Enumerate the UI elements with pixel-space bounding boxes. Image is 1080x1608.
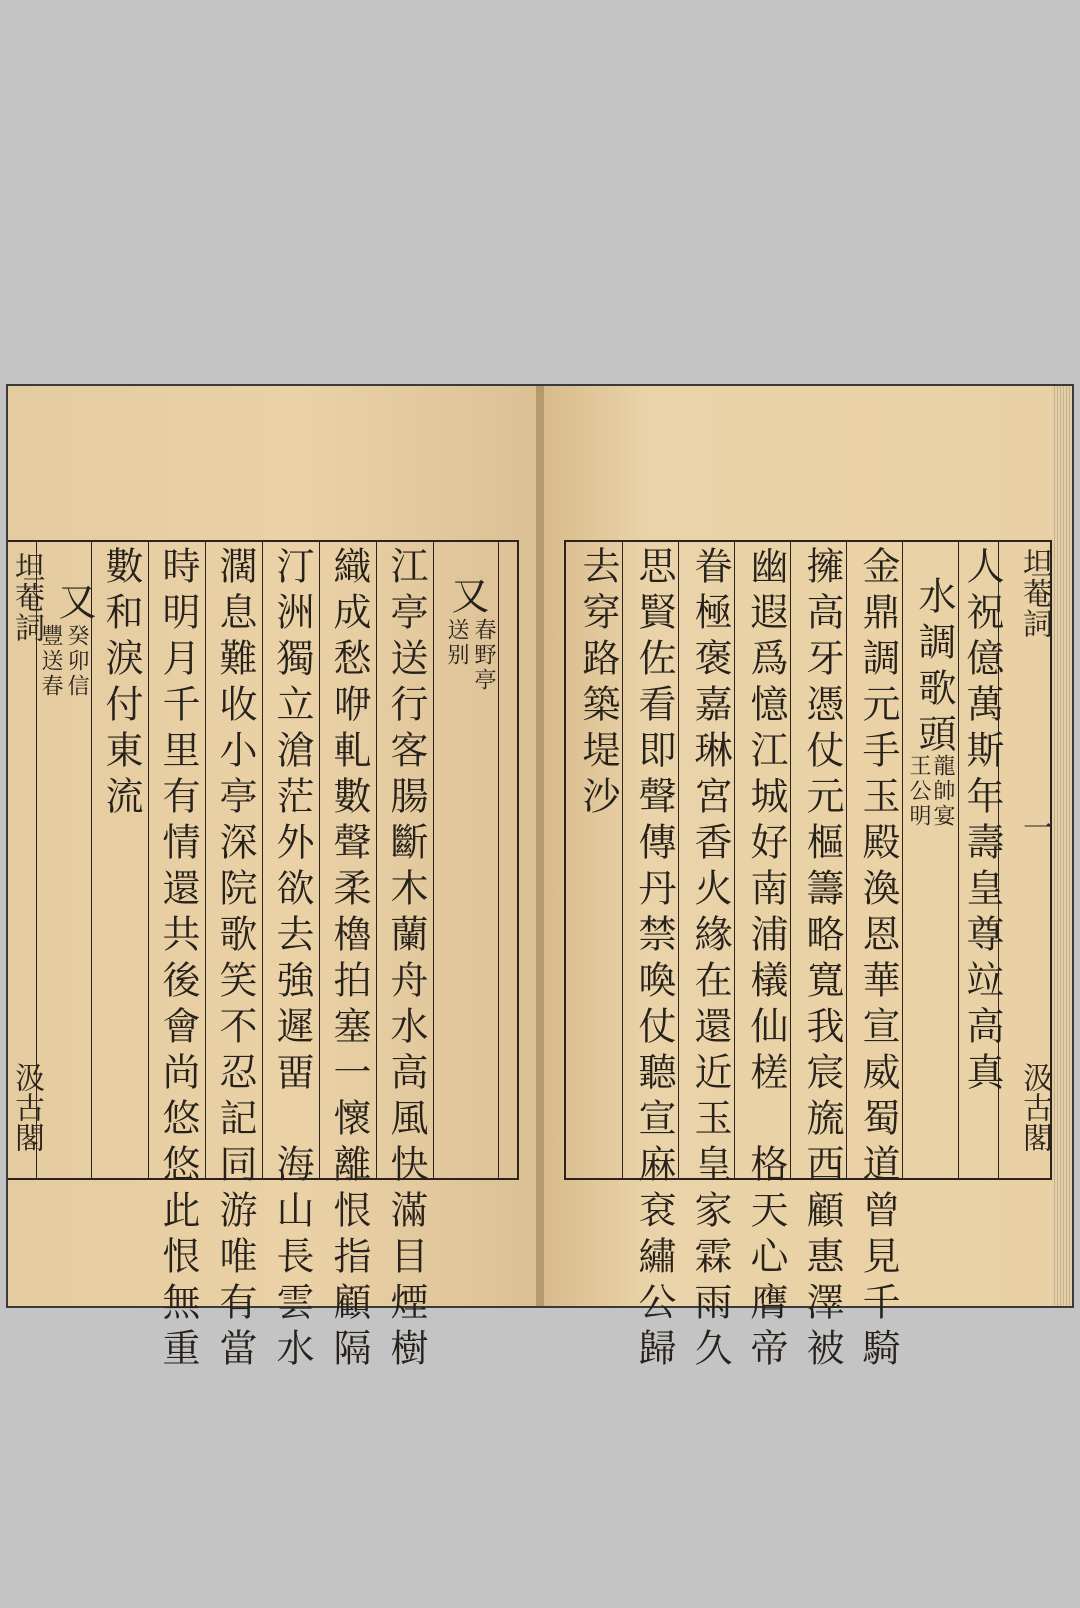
page-edges xyxy=(1052,386,1072,1306)
lyric-line: 汀洲獨立滄茫外欲去強遲畱 海山長雲水 xyxy=(270,546,314,1374)
lyric-title: 水調歌頭 xyxy=(912,576,956,760)
lyric-line: 眷極褒嘉琳宮香火緣在還近玉皇家霖雨久 xyxy=(688,546,732,1374)
lyric-note: 王公明 xyxy=(906,754,931,829)
lyric-line: 思賢佐看即聲傳丹禁喚仗聽宣麻袞繡公歸 xyxy=(632,546,676,1374)
spine-mark: 汲古閣 xyxy=(1017,1062,1052,1152)
book-spread xyxy=(6,384,1074,1374)
lyric-note: 龍帥宴 xyxy=(930,754,955,829)
lyric-line: 去穿路築堤沙 xyxy=(576,546,620,822)
lyric-title: 又 xyxy=(445,576,489,622)
lyric-line: 擁高牙憑仗元樞籌略寬我宸旒西顧惠澤被 xyxy=(800,546,844,1374)
lyric-line: 人祝億萬斯年壽皇尊竝高真 xyxy=(960,546,1004,1098)
left-text-frame xyxy=(8,540,519,1374)
lyric-line: 數和淚付東流 xyxy=(99,546,143,822)
right-text-frame xyxy=(564,540,1052,1374)
lyric-note: 癸卯信 xyxy=(64,624,89,699)
spine-page-number: 一 xyxy=(1017,812,1052,842)
lyric-title: 又 xyxy=(52,582,96,628)
spine-mark: 汲古閣 xyxy=(9,1062,44,1152)
lyric-note: 送别 xyxy=(444,618,469,668)
lyric-line: 金鼎調元手玉殿渙恩華宣威蜀道曾見千騎 xyxy=(856,546,900,1374)
lyric-note: 豐送春 xyxy=(38,624,63,699)
right-page xyxy=(544,386,1052,1374)
lyric-note: 春野亭 xyxy=(471,618,496,693)
lyric-line: 織成愁咿軋數聲柔櫓拍塞一懷離恨指顧隔 xyxy=(327,546,371,1374)
lyric-line: 時明月千里有情還共後會尚悠悠此恨無重 xyxy=(156,546,200,1374)
spine-title: 坦菴詞 xyxy=(9,552,44,642)
spine-title: 坦菴詞 xyxy=(1017,548,1052,638)
lyric-line: 江亭送行客腸斷木蘭舟水高風快滿目煙樹 xyxy=(384,546,428,1374)
lyric-line: 幽遐爲憶江城好南浦檥仙槎 格天心膺帝 xyxy=(744,546,788,1374)
left-page xyxy=(8,386,540,1374)
lyric-line: 濶息難收小亭深院歌笑不忍記同游唯有當 xyxy=(213,546,257,1374)
